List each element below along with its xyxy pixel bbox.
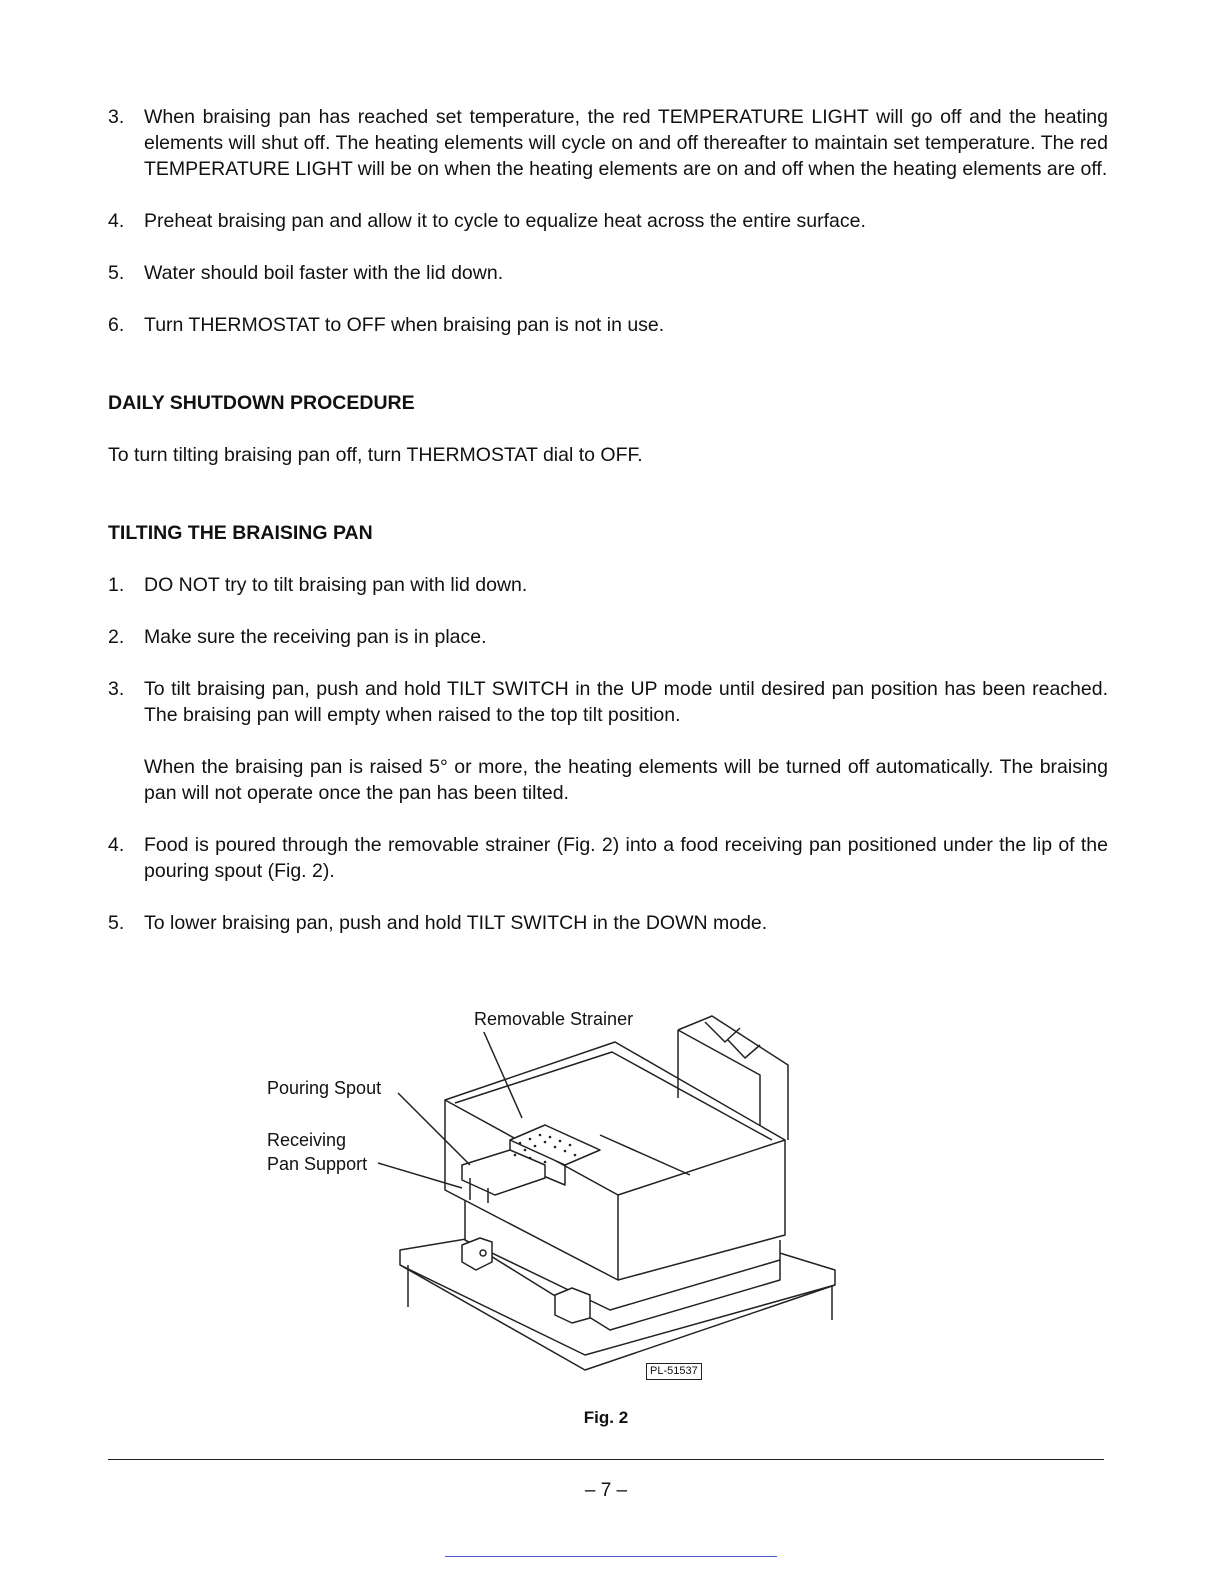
item-text: When braising pan has reached set temperature, the red TEMPERATURE LIGHT will go off and the heating elements will shut off. The heating elements will cycle on and off thereafter to maintain set temperature. The red TEMPERATURE LIGHT will be on when the heating elements are on and off when the heating elements are off. [144, 106, 1108, 180]
footer-rule [108, 1459, 1104, 1460]
shutdown-text: To turn tilting braising pan off, turn THERMOSTAT dial to OFF. [108, 444, 643, 466]
thermostat-dial [555, 1288, 590, 1323]
item-number: 3. [108, 106, 125, 128]
label-removable-strainer: Removable Strainer [474, 1006, 633, 1032]
item-text: Preheat braising pan and allow it to cycle to equalize heat across the entire surface. [144, 210, 866, 232]
bottom-divider [445, 1556, 777, 1557]
item-text: Food is poured through the removable strainer (Fig. 2) into a food receiving pan positioned under the lip of the pouring spout (Fig. 2). [144, 834, 1108, 882]
figure-caption: Fig. 2 [583, 1408, 629, 1427]
item-text: Water should boil faster with the lid down. [144, 262, 504, 284]
page-number: – 7 – [584, 1480, 628, 1501]
item-number: 4. [108, 834, 125, 856]
item-text: To lower braising pan, push and hold TILT SWITCH in the DOWN mode. [144, 912, 768, 934]
item-text: DO NOT try to tilt braising pan with lid down. [144, 574, 528, 596]
item-number: 6. [108, 314, 125, 336]
part-number-tag: PL-51537 [646, 1363, 702, 1380]
item-number: 3. [108, 678, 125, 700]
label-pan-support: Pan Support [267, 1151, 367, 1177]
item-number: 2. [108, 626, 125, 648]
label-receiving-line1: Receiving [267, 1127, 346, 1153]
item-text-continued: When the braising pan is raised 5° or more, the heating elements will be turned off automatically. The braising pan will not operate once the pan has been tilted. [144, 756, 1108, 804]
item-number: 5. [108, 912, 125, 934]
item-number: 5. [108, 262, 125, 284]
item-text: Turn THERMOSTAT to OFF when braising pan is not in use. [144, 314, 665, 336]
label-pouring-spout: Pouring Spout [267, 1075, 381, 1101]
section-heading-tilting: TILTING THE BRAISING PAN [108, 522, 373, 544]
section-heading-shutdown: DAILY SHUTDOWN PROCEDURE [108, 392, 415, 414]
item-number: 1. [108, 574, 125, 596]
item-number: 4. [108, 210, 125, 232]
item-text: Make sure the receiving pan is in place. [144, 626, 487, 648]
item-text: To tilt braising pan, push and hold TILT SWITCH in the UP mode until desired pan position has been reached. The braising pan will empty when raised to the top tilt position. [144, 678, 1108, 726]
